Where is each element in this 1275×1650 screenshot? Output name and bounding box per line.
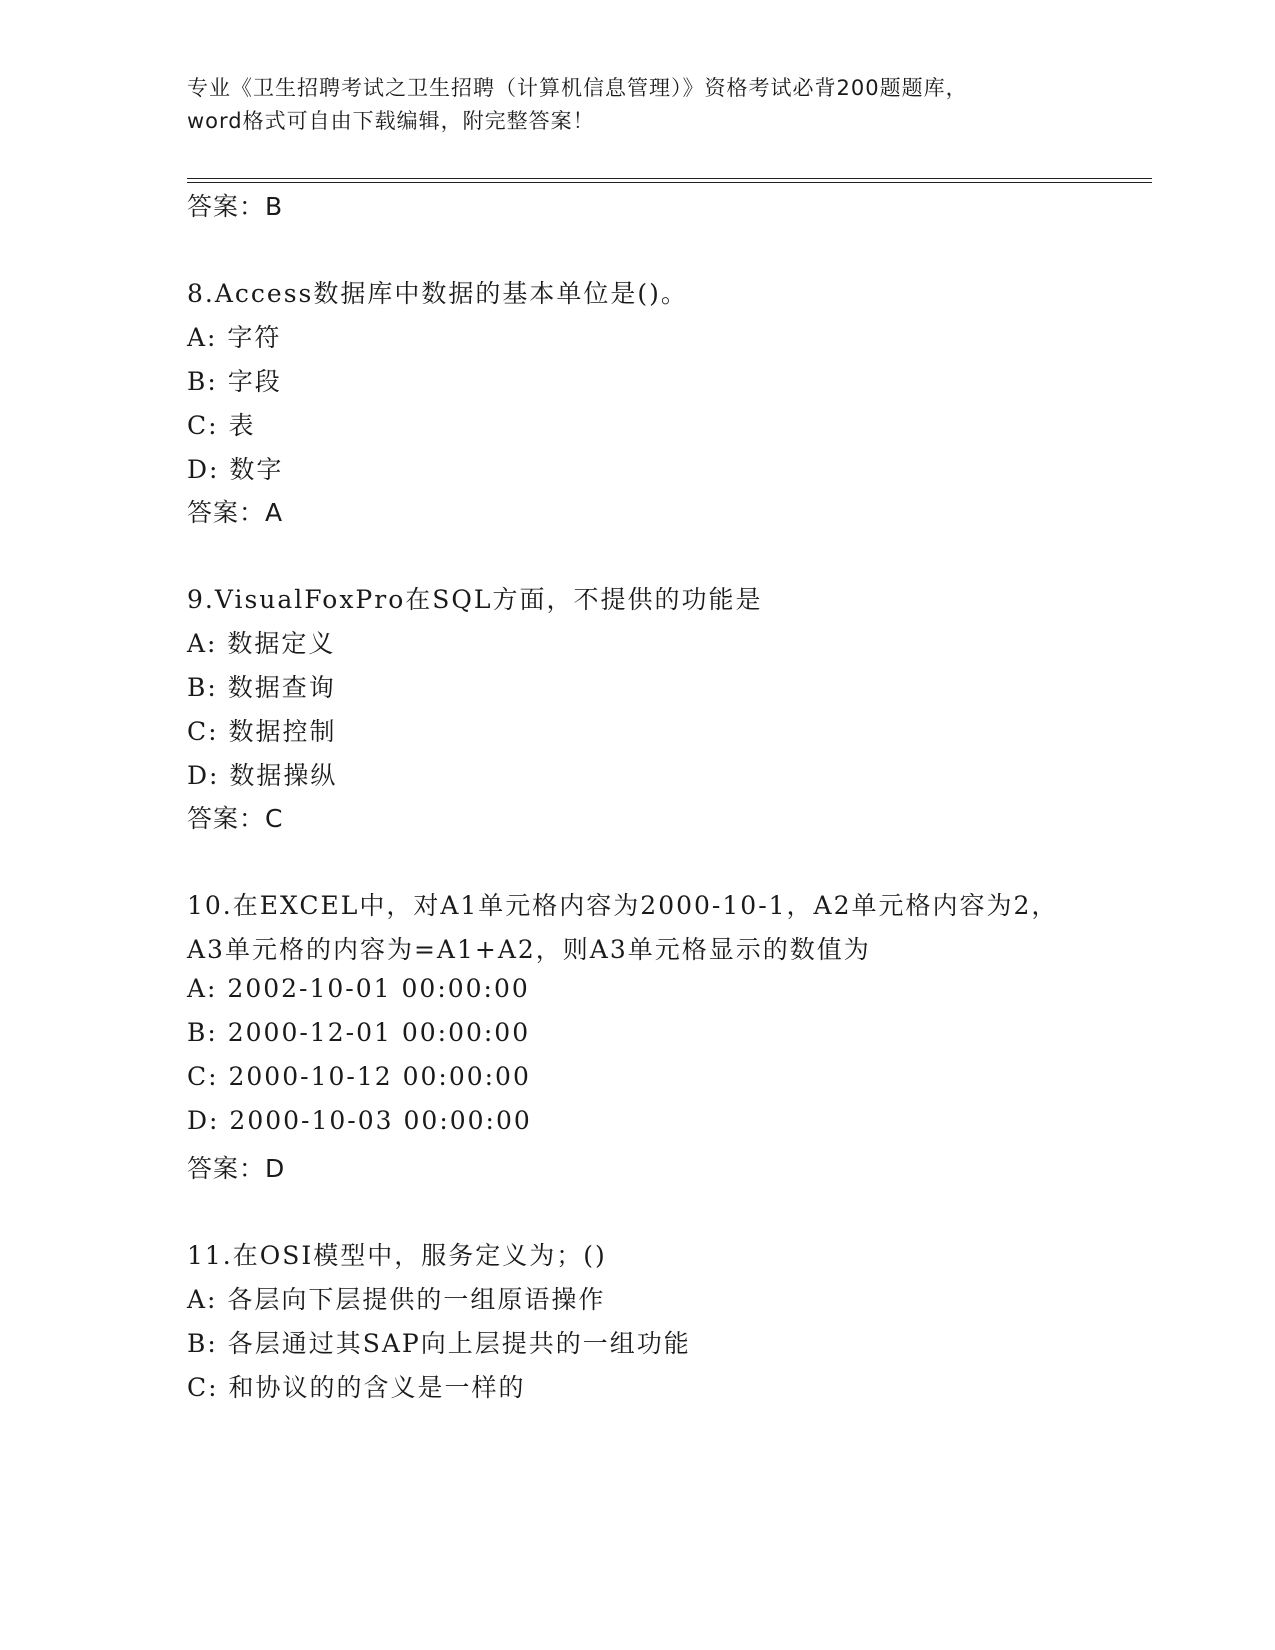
question-10-option-d: D: 2000-10-03 00:00:00 <box>187 1106 532 1135</box>
question-11-option-a: A: 各层向下层提供的一组原语操作 <box>187 1285 606 1314</box>
header-subtitle-line: word格式可自由下载编辑，附完整答案！ <box>187 109 595 133</box>
question-11-stem: 11.在OSI模型中，服务定义为；() <box>187 1241 607 1270</box>
question-10-stem: 10.在EXCEL中，对A1单元格内容为2000-10-1，A2单元格内容为2， <box>187 891 1059 920</box>
question-10-option-c: C: 2000-10-12 00:00:00 <box>187 1062 531 1091</box>
document-header <box>187 72 1087 138</box>
question-8-option-b: B: 字段 <box>187 367 282 396</box>
question-9-answer: 答案：C <box>187 804 284 833</box>
question-8-option-d: D: 数字 <box>187 455 284 484</box>
question-10-option-b: B: 2000-12-01 00:00:00 <box>187 1018 531 1047</box>
header-divider <box>187 178 1152 183</box>
question-10-answer: 答案：D <box>187 1154 286 1183</box>
question-10-stem-continued: A3单元格的内容为=A1+A2，则A3单元格显示的数值为 <box>187 935 871 964</box>
question-8-answer: 答案：A <box>187 498 284 527</box>
question-8-option-c: C: 表 <box>187 411 256 440</box>
question-9-option-b: B: 数据查询 <box>187 673 336 702</box>
question-11-option-b: B: 各层通过其SAP向上层提共的一组功能 <box>187 1329 691 1358</box>
question-9-option-a: A: 数据定义 <box>187 629 336 658</box>
question-10-option-a: A: 2002-10-01 00:00:00 <box>187 974 530 1003</box>
question-8-stem: 8.Access数据库中数据的基本单位是()。 <box>187 279 688 308</box>
question-9-option-c: C: 数据控制 <box>187 717 337 746</box>
previous-answer: 答案：B <box>187 192 284 221</box>
question-9-stem: 9.VisualFoxPro在SQL方面，不提供的功能是 <box>187 585 763 614</box>
header-title-line: 专业《卫生招聘考试之卫生招聘（计算机信息管理）》资格考试必背200题题库， <box>187 76 968 100</box>
question-8-option-a: A: 字符 <box>187 323 282 352</box>
question-11-option-c: C: 和协议的的含义是一样的 <box>187 1373 526 1402</box>
question-9-option-d: D: 数据操纵 <box>187 761 338 790</box>
